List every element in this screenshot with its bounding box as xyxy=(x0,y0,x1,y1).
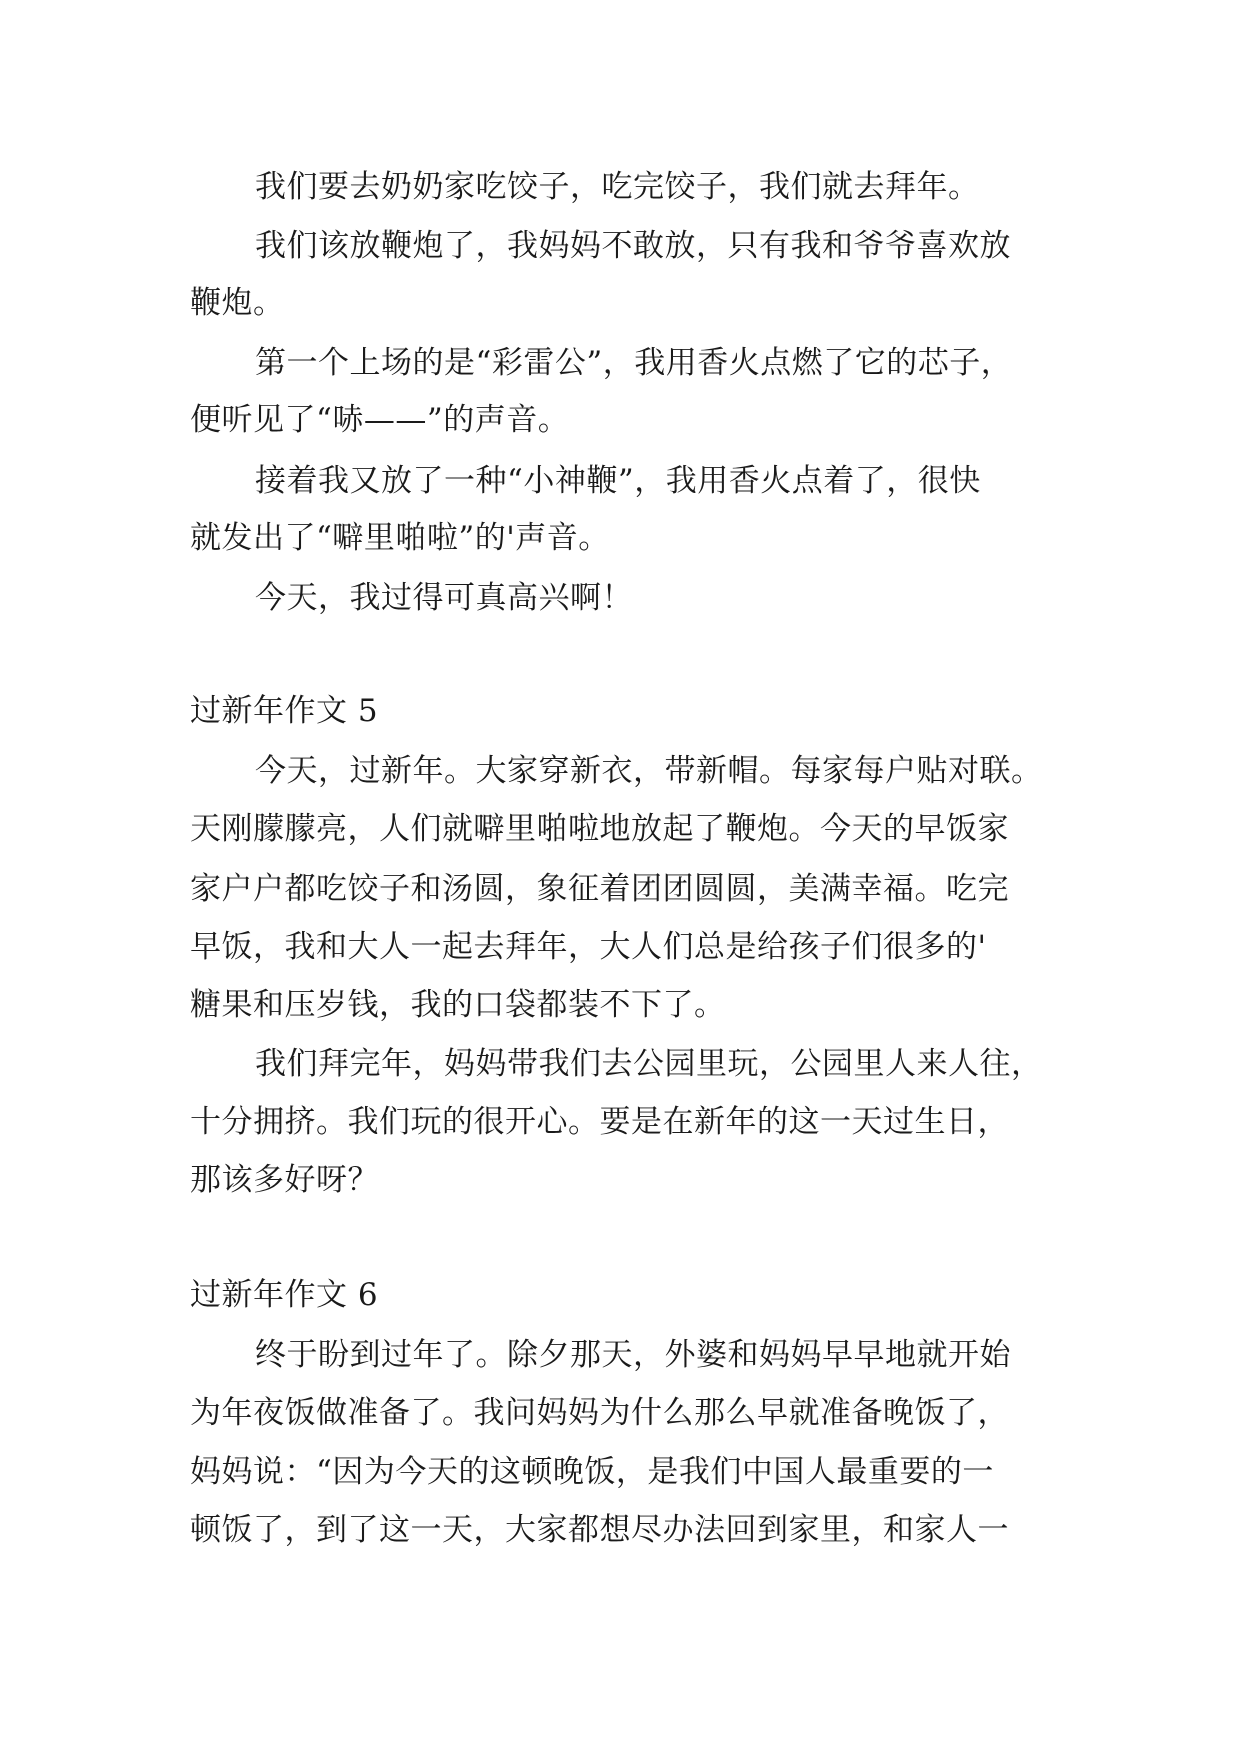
section-heading: 过新年作文 5 xyxy=(190,693,379,729)
paragraph-line: 我们要去奶奶家吃饺子，吃完饺子，我们就去拜年。 xyxy=(255,169,980,205)
paragraph-line: 接着我又放了一种“小神鞭”，我用香火点着了，很快 xyxy=(255,463,981,499)
paragraph-line: 第一个上场的是“彩雷公”，我用香火点燃了它的芯子， xyxy=(255,345,1013,381)
paragraph-line: 为年夜饭做准备了。我问妈妈为什么那么早就准备晚饭了， xyxy=(190,1395,1009,1431)
paragraph-line: 家户户都吃饺子和汤圆，象征着团团圆圆，美满幸福。吃完 xyxy=(190,871,1009,907)
paragraph-line: 天刚朦朦亮，人们就噼里啪啦地放起了鞭炮。今天的早饭家 xyxy=(190,811,1009,847)
paragraph-line: 顿饭了，到了这一天，大家都想尽办法回到家里，和家人一 xyxy=(190,1512,1009,1548)
paragraph-line: 十分拥挤。我们玩的很开心。要是在新年的这一天过生日， xyxy=(190,1104,1009,1140)
paragraph-line: 鞭炮。 xyxy=(190,285,285,321)
paragraph-line: 今天，我过得可真高兴啊！ xyxy=(255,580,633,616)
paragraph-line: 我们该放鞭炮了，我妈妈不敢放，只有我和爷爷喜欢放 xyxy=(255,228,1011,264)
paragraph-line: 便听见了“哧——”的声音。 xyxy=(190,402,570,438)
paragraph-line: 那该多好呀？ xyxy=(190,1162,379,1198)
paragraph-line: 早饭，我和大人一起去拜年，大人们总是给孩子们很多的' xyxy=(190,929,987,965)
paragraph-line: 妈妈说：“因为今天的这顿晚饭，是我们中国人最重要的一 xyxy=(190,1454,994,1490)
paragraph-line: 终于盼到过年了。除夕那天，外婆和妈妈早早地就开始 xyxy=(255,1337,1011,1373)
paragraph-line: 今天，过新年。大家穿新衣，带新帽。每家每户贴对联。 xyxy=(255,753,1043,789)
paragraph-line: 糖果和压岁钱，我的口袋都装不下了。 xyxy=(190,987,726,1023)
section-heading: 过新年作文 6 xyxy=(190,1277,379,1313)
paragraph-line: 就发出了“噼里啪啦”的'声音。 xyxy=(190,520,610,556)
paragraph-line: 我们拜完年，妈妈带我们去公园里玩，公园里人来人往， xyxy=(255,1046,1043,1082)
